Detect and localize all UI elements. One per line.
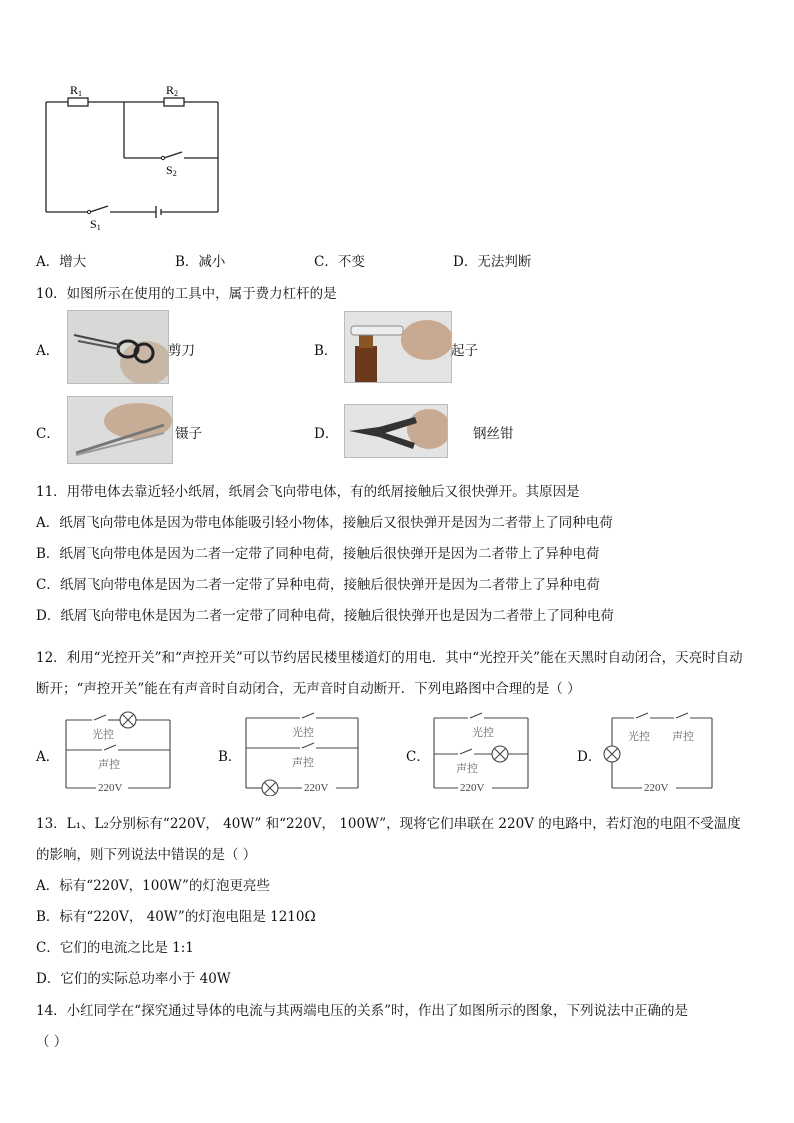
q13-line1: 13．L₁、L₂分别标有“220V， 40W” 和“220V， 100W”，现将它们串联在 220V 的电路中，若灯泡的电阻不受温度 [36, 816, 741, 832]
q12-option-c: C． [406, 749, 430, 765]
q11-stem: 11．用带电体去靠近轻小纸屑，纸屑会飞向带电体，有的纸屑接触后又很快弹开。其原因是 [36, 484, 580, 500]
q10-a-label: 剪刀 [168, 343, 195, 359]
pliers-photo [344, 404, 448, 458]
r2-label: R2 [166, 83, 179, 98]
s2-label: S2 [166, 163, 177, 178]
q10-stem: 10．如图所示在使用的工具中，属于费力杠杆的是 [36, 286, 337, 302]
q9-option-d: D．无法判断 [453, 254, 532, 270]
circuit-a [58, 710, 178, 794]
q10-b-letter: B． [314, 343, 338, 359]
q11-option-b: B．纸屑飞向带电体是因为二者一定带了同种电荷，接触后很快弹开是因为二者带上了异种电荷 [36, 546, 600, 562]
circuit-d [598, 710, 718, 794]
circuit-diagram-q9 [36, 80, 236, 235]
q10-c-label: 镊子 [175, 426, 202, 442]
q10-c-letter: C． [36, 426, 60, 442]
circuit-c [428, 712, 538, 796]
q12-line2: 断开；“声控开关”能在有声音时自动闭合，无声音时自动断开．下列电路图中合理的是（ ） [36, 681, 581, 697]
r1-label: R1 [70, 83, 83, 98]
q13-option-a: A．标有“220V，100W”的灯泡更亮些 [36, 878, 270, 894]
scissors-photo [67, 310, 169, 384]
circuit-d-voltage: 220V [644, 782, 669, 794]
circuit-b-voltage: 220V [304, 782, 329, 794]
circuit-a-voltage: 220V [98, 782, 123, 794]
q14-line1: 14．小红同学在“探究通过导体的电流与其两端电压的关系”时，作出了如图所示的图象，下列说法中正确的是 [36, 1003, 688, 1019]
circuit-c-light-label: 光控 [472, 727, 494, 739]
q13-option-b: B．标有“220V， 40W”的灯泡电阻是 1210Ω [36, 909, 316, 925]
q10-d-letter: D． [314, 426, 339, 442]
q13-option-c: C．它们的电流之比是 1:1 [36, 940, 194, 956]
tweezers-photo [67, 396, 173, 464]
q13-line2: 的影响，则下列说法中错误的是（ ） [36, 847, 257, 863]
q11-option-a: A．纸屑飞向带电体是因为带电体能吸引轻小物体，接触后又很快弹开是因为二者带上了同种电荷 [36, 515, 613, 531]
circuit-a-light-label: 光控 [92, 729, 114, 741]
q12-line1: 12．利用“光控开关”和“声控开关”可以节约居民楼里楼道灯的用电．其中“光控开关”能在天黑时自动闭合，天亮时自动 [36, 650, 743, 666]
bottle-opener-photo [344, 311, 452, 383]
q14-line2: （ ） [36, 1034, 68, 1050]
q9-option-c: C．不变 [314, 254, 365, 270]
q9-option-a: A．增大 [36, 254, 87, 270]
q9-option-b: B．减小 [175, 254, 226, 270]
q11-option-d: D．纸屑飞向带电休是因为二者一定带了同种电荷，接触后很快弹开也是因为二者带上了同种电荷 [36, 608, 614, 624]
circuit-c-sound-label: 声控 [456, 763, 478, 775]
s1-label: S1 [90, 217, 101, 232]
circuit-b-sound-label: 声控 [292, 757, 314, 769]
q12-option-b: B． [218, 749, 242, 765]
q12-option-d: D． [577, 749, 602, 765]
circuit-d-sound-label: 声控 [672, 731, 694, 743]
circuit-c-voltage: 220V [460, 782, 485, 794]
q10-b-label: 起子 [451, 343, 478, 359]
q10-a-letter: A． [36, 343, 60, 359]
q10-d-label: 钢丝钳 [473, 426, 514, 442]
q11-option-c: C．纸屑飞向带电体是因为二者一定带了异种电荷，接触后很快弹开是因为二者带上了异种电荷 [36, 577, 600, 593]
circuit-b-light-label: 光控 [292, 727, 314, 739]
q13-option-d: D．它们的实际总功率小于 40W [36, 971, 231, 987]
circuit-b [240, 712, 365, 796]
q12-option-a: A． [36, 749, 60, 765]
circuit-d-light-label: 光控 [628, 731, 650, 743]
circuit-a-sound-label: 声控 [98, 759, 120, 771]
